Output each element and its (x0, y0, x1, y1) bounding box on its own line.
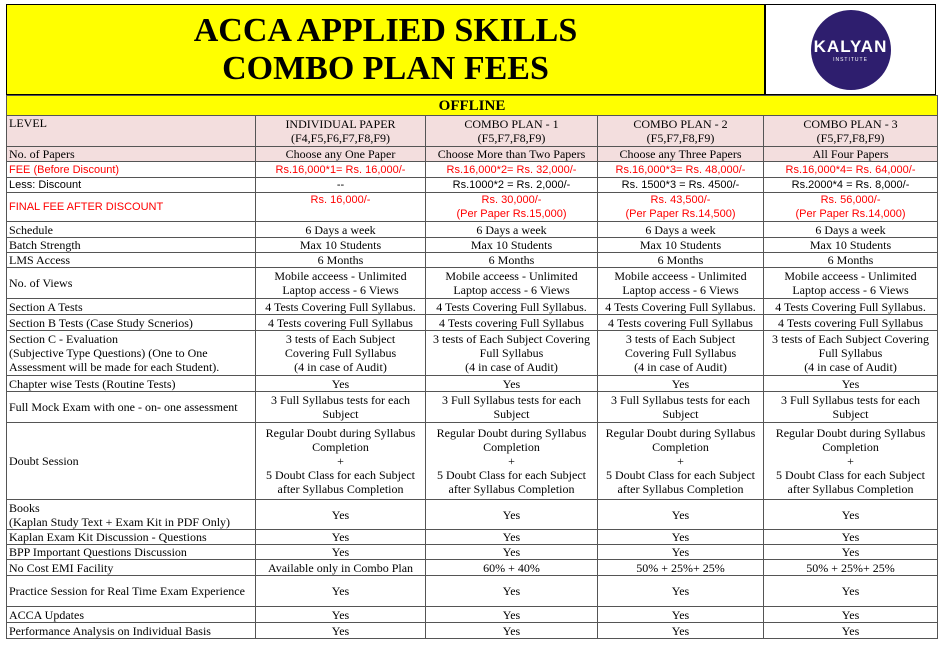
cell-plan-2: Choose More than Two Papers (426, 147, 598, 162)
table-row (7, 147, 938, 162)
cell-plan-3: Max 10 Students (598, 238, 764, 253)
cell-plan-4: Yes (764, 623, 938, 639)
cell-plan-4: Yes (764, 576, 938, 607)
cell-plan-4: 3 Full Syllabus tests for each Subject (764, 392, 938, 423)
table-row (7, 315, 938, 331)
cell-plan-3: Mobile acceess - Unlimited Laptop access - 6 Views (598, 268, 764, 299)
logo-subtext: INSTITUTE (833, 56, 868, 63)
table-row (7, 423, 938, 500)
row-label: FEE (Before Discount) (7, 162, 256, 178)
cell-plan-1: 3 tests of Each Subject Covering Full Syllabus (4 in case of Audit) (256, 331, 426, 376)
row-label: LMS Access (7, 253, 256, 268)
cell-plan-3: 6 Months (598, 253, 764, 268)
row-label: Full Mock Exam with one - on- one assessment (7, 392, 256, 423)
cell-plan-4: Yes (764, 376, 938, 392)
cell-plan-1: 6 Days a week (256, 222, 426, 238)
table-row (7, 299, 938, 315)
cell-plan-4: Rs.2000*4 = Rs. 8,000/- (764, 178, 938, 193)
table-row (7, 162, 938, 178)
cell-plan-1: 6 Months (256, 253, 426, 268)
cell-plan-1: Yes (256, 607, 426, 623)
title-banner (7, 5, 766, 94)
cell-plan-4: COMBO PLAN - 3 (F5,F7,F8,F9) (764, 116, 938, 147)
cell-plan-3: Yes (598, 530, 764, 545)
cell-plan-1: Yes (256, 376, 426, 392)
cell-plan-4: Max 10 Students (764, 238, 938, 253)
cell-plan-2: 3 tests of Each Subject Covering Full Syllabus (4 in case of Audit) (426, 331, 598, 376)
cell-plan-4: Yes (764, 500, 938, 530)
cell-plan-2: COMBO PLAN - 1 (F5,F7,F8,F9) (426, 116, 598, 147)
cell-plan-1: Yes (256, 530, 426, 545)
cell-plan-2: Mobile acceess - Unlimited Laptop access - 6 Views (426, 268, 598, 299)
cell-plan-2: 60% + 40% (426, 560, 598, 576)
cell-plan-3: Rs.16,000*3= Rs. 48,000/- (598, 162, 764, 178)
row-label: Section A Tests (7, 299, 256, 315)
section-header-row (7, 96, 938, 116)
row-label: Doubt Session (7, 423, 256, 500)
row-label: No. of Views (7, 268, 256, 299)
row-label: Kaplan Exam Kit Discussion - Questions (7, 530, 256, 545)
fee-table (6, 95, 938, 639)
cell-plan-2: Regular Doubt during Syllabus Completion + 5 Doubt Class for each Subject after Syllabus Completion (426, 423, 598, 500)
row-label: LEVEL (7, 116, 256, 147)
cell-plan-3: 3 tests of Each Subject Covering Full Syllabus (4 in case of Audit) (598, 331, 764, 376)
table-row (7, 576, 938, 607)
cell-plan-1: 4 Tests Covering Full Syllabus. (256, 299, 426, 315)
row-label: Chapter wise Tests (Routine Tests) (7, 376, 256, 392)
table-row (7, 560, 938, 576)
cell-plan-2: Yes (426, 545, 598, 560)
cell-plan-2: Yes (426, 623, 598, 639)
cell-plan-3: Yes (598, 623, 764, 639)
row-label: No. of Papers (7, 147, 256, 162)
cell-plan-2: Max 10 Students (426, 238, 598, 253)
cell-plan-2: Rs. 30,000/- (Per Paper Rs.15,000) (426, 193, 598, 222)
cell-plan-2: Yes (426, 376, 598, 392)
cell-plan-2: Rs.1000*2 = Rs. 2,000/- (426, 178, 598, 193)
table-row (7, 607, 938, 623)
cell-plan-2: Yes (426, 530, 598, 545)
cell-plan-2: Yes (426, 576, 598, 607)
cell-plan-4: Yes (764, 530, 938, 545)
cell-plan-1: 3 Full Syllabus tests for each Subject (256, 392, 426, 423)
cell-plan-2: Rs.16,000*2= Rs. 32,000/- (426, 162, 598, 178)
title-line-1: ACCA APPLIED SKILLS (193, 11, 578, 49)
cell-plan-4: Rs. 56,000/- (Per Paper Rs.14,000) (764, 193, 938, 222)
table-row (7, 530, 938, 545)
cell-plan-2: Yes (426, 607, 598, 623)
page-header (6, 4, 936, 95)
cell-plan-4: Mobile acceess - Unlimited Laptop access - 6 Views (764, 268, 938, 299)
title-line-2: COMBO PLAN FEES (222, 49, 549, 87)
offline-label: OFFLINE (7, 96, 938, 116)
row-label: FINAL FEE AFTER DISCOUNT (7, 193, 256, 222)
table-row (7, 545, 938, 560)
cell-plan-3: Yes (598, 576, 764, 607)
table-row (7, 253, 938, 268)
row-label: Performance Analysis on Individual Basis (7, 623, 256, 639)
table-row (7, 500, 938, 530)
table-row (7, 178, 938, 193)
cell-plan-2: 6 Months (426, 253, 598, 268)
logo-container (766, 5, 935, 94)
cell-plan-4: 6 Days a week (764, 222, 938, 238)
row-label: Books (Kaplan Study Text + Exam Kit in PDF Only) (7, 500, 256, 530)
cell-plan-4: Yes (764, 607, 938, 623)
cell-plan-3: Choose any Three Papers (598, 147, 764, 162)
table-row (7, 392, 938, 423)
cell-plan-4: 50% + 25%+ 25% (764, 560, 938, 576)
cell-plan-1: Max 10 Students (256, 238, 426, 253)
cell-plan-1: Yes (256, 545, 426, 560)
cell-plan-3: Yes (598, 607, 764, 623)
table-row (7, 331, 938, 376)
row-label: BPP Important Questions Discussion (7, 545, 256, 560)
cell-plan-3: Rs. 1500*3 = Rs. 4500/- (598, 178, 764, 193)
cell-plan-4: Regular Doubt during Syllabus Completion + 5 Doubt Class for each Subject after Syllabus Completion (764, 423, 938, 500)
cell-plan-2: Yes (426, 500, 598, 530)
table-row (7, 116, 938, 147)
cell-plan-3: COMBO PLAN - 2 (F5,F7,F8,F9) (598, 116, 764, 147)
cell-plan-4: 6 Months (764, 253, 938, 268)
cell-plan-1: 4 Tests covering Full Syllabus (256, 315, 426, 331)
cell-plan-3: 3 Full Syllabus tests for each Subject (598, 392, 764, 423)
cell-plan-1: Yes (256, 500, 426, 530)
cell-plan-3: Yes (598, 500, 764, 530)
cell-plan-2: 4 Tests covering Full Syllabus (426, 315, 598, 331)
cell-plan-3: Rs. 43,500/- (Per Paper Rs.14,500) (598, 193, 764, 222)
cell-plan-3: Yes (598, 376, 764, 392)
cell-plan-1: INDIVIDUAL PAPER (F4,F5,F6,F7,F8,F9) (256, 116, 426, 147)
cell-plan-4: 4 Tests Covering Full Syllabus. (764, 299, 938, 315)
table-row (7, 268, 938, 299)
cell-plan-4: 4 Tests covering Full Syllabus (764, 315, 938, 331)
cell-plan-3: 4 Tests covering Full Syllabus (598, 315, 764, 331)
row-label: Section B Tests (Case Study Scnerios) (7, 315, 256, 331)
row-label: Section C - Evaluation (Subjective Type Questions) (One to One Assessment will be made for each Student). (7, 331, 256, 376)
cell-plan-1: Yes (256, 623, 426, 639)
cell-plan-3: 4 Tests Covering Full Syllabus. (598, 299, 764, 315)
row-label: Less: Discount (7, 178, 256, 193)
cell-plan-1: Available only in Combo Plan (256, 560, 426, 576)
row-label: No Cost EMI Facility (7, 560, 256, 576)
cell-plan-1: Regular Doubt during Syllabus Completion + 5 Doubt Class for each Subject after Syllabus Completion (256, 423, 426, 500)
cell-plan-4: Yes (764, 545, 938, 560)
cell-plan-1: -- (256, 178, 426, 193)
row-label: Schedule (7, 222, 256, 238)
cell-plan-2: 3 Full Syllabus tests for each Subject (426, 392, 598, 423)
table-row (7, 222, 938, 238)
row-label: ACCA Updates (7, 607, 256, 623)
cell-plan-1: Choose any One Paper (256, 147, 426, 162)
table-row (7, 376, 938, 392)
cell-plan-1: Mobile acceess - Unlimited Laptop access - 6 Views (256, 268, 426, 299)
cell-plan-4: All Four Papers (764, 147, 938, 162)
cell-plan-3: Regular Doubt during Syllabus Completion + 5 Doubt Class for each Subject after Syllabus Completion (598, 423, 764, 500)
cell-plan-2: 6 Days a week (426, 222, 598, 238)
row-label: Practice Session for Real Time Exam Experience (7, 576, 256, 607)
cell-plan-3: 6 Days a week (598, 222, 764, 238)
cell-plan-3: 50% + 25%+ 25% (598, 560, 764, 576)
table-row (7, 238, 938, 253)
cell-plan-3: Yes (598, 545, 764, 560)
cell-plan-1: Yes (256, 576, 426, 607)
cell-plan-4: 3 tests of Each Subject Covering Full Syllabus (4 in case of Audit) (764, 331, 938, 376)
table-row (7, 193, 938, 222)
cell-plan-2: 4 Tests Covering Full Syllabus. (426, 299, 598, 315)
table-row (7, 623, 938, 639)
cell-plan-1: Rs.16,000*1= Rs. 16,000/- (256, 162, 426, 178)
logo-text: KALYAN (813, 36, 888, 56)
row-label: Batch Strength (7, 238, 256, 253)
cell-plan-1: Rs. 16,000/- (256, 193, 426, 222)
cell-plan-4: Rs.16,000*4= Rs. 64,000/- (764, 162, 938, 178)
kalyan-logo (811, 10, 891, 90)
